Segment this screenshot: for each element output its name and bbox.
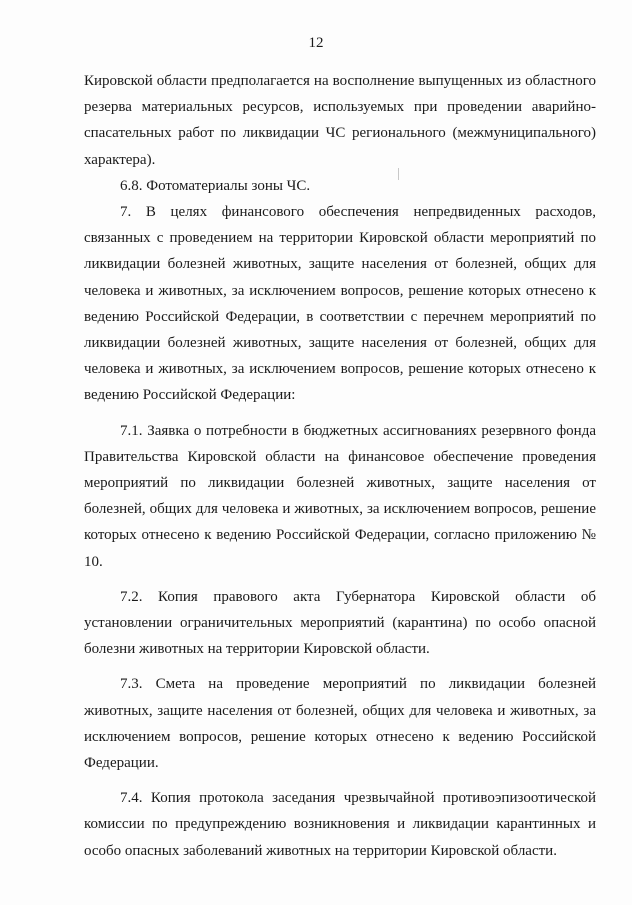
paragraph-7-3: 7.3. Смета на проведение мероприятий по ликвидации болезней животных, защите населения от болезней, общих для человека и животных, за исключением вопросов, решение которых отнесено к ведению Российской Федерации.	[84, 676, 596, 772]
paragraph-7-4: 7.4. Копия протокола заседания чрезвычайной противоэпизоотической комиссии по предупреждению возникновения и ликвидации карантинных и особо опасных заболеваний животных на территории Кировской области.	[84, 790, 596, 859]
scan-artifact-mark	[398, 168, 399, 180]
paragraph-6-8: 6.8. Фотоматериалы зоны ЧС.	[120, 177, 311, 194]
paragraph-7-1: 7.1. Заявка о потребности в бюджетных ассигнованиях резервного фонда Правительства Кировской области на финансовое обеспечение проведения мероприятий по ликвидации болезней животных, защите населения от болезней, общих для человека и животных, за исключением вопросов, решение которых отнесено к ведению Российской Федерации, согласно приложению № 10.	[84, 422, 596, 570]
document-body	[84, 68, 596, 864]
page-number: 12	[308, 35, 324, 51]
paragraph-7: 7. В целях финансового обеспечения непредвиденных расходов, связанных с проведением на территории Кировской области мероприятий по ликвидации болезней животных, защите населения от болезней, общих для человека и животных, за исключением вопросов, решение которых отнесено к ведению Российской Федерации, в соответствии с перечнем мероприятий по ликвидации болезней животных, защите населения от болезней, общих для человека и животных, за исключением вопросов, решение которых отнесено к ведению Российской Федерации:	[84, 204, 596, 404]
paragraph-continuation: Кировской области предполагается на восполнение выпущенных из областного резерва материальных ресурсов, используемых при проведении аварийно-спасательных работ по ликвидации ЧС регионального (межмуниципального) характера).	[84, 73, 596, 168]
paragraph-7-2: 7.2. Копия правового акта Губернатора Кировской области об установлении ограничительных мероприятий (карантина) по особо опасной болезни животных на территории Кировской области.	[84, 588, 596, 658]
